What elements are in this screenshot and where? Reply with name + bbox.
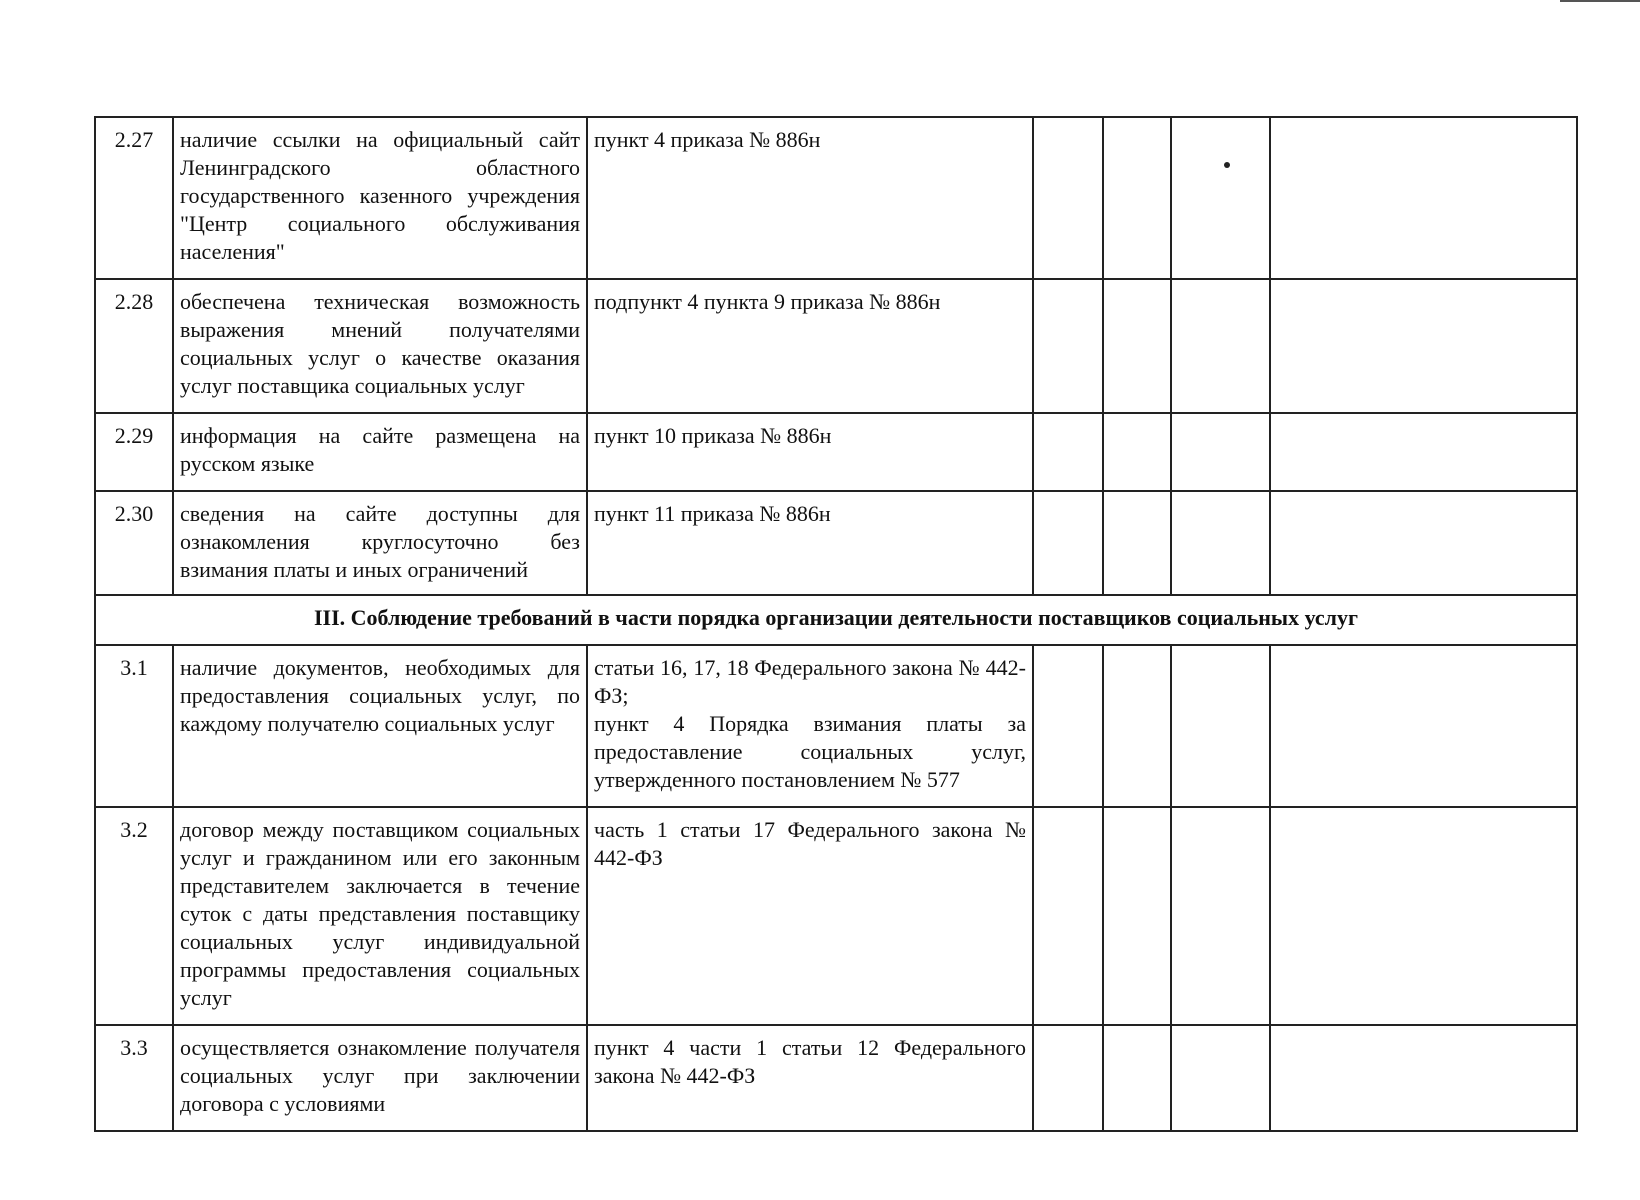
legal-reference: часть 1 статьи 17 Федерального закона № 442-ФЗ (587, 807, 1033, 1025)
mark-cell (1171, 491, 1270, 595)
legal-reference: пункт 4 приказа № 886н (587, 117, 1033, 279)
section-heading-row (95, 595, 1577, 645)
section-title: III. Соблюдение требований в части порядка организации деятельности поставщиков социальных услуг (95, 595, 1577, 645)
mark-cell (1033, 413, 1103, 491)
mark-cell (1103, 1025, 1171, 1131)
notes-cell (1270, 413, 1577, 491)
table-row (95, 645, 1577, 807)
mark-cell (1033, 645, 1103, 807)
notes-cell (1270, 807, 1577, 1025)
row-number: 2.28 (95, 279, 173, 413)
table-row (95, 1025, 1577, 1131)
mark-cell (1033, 279, 1103, 413)
table-row (95, 491, 1577, 595)
mark-cell (1103, 645, 1171, 807)
row-number: 2.30 (95, 491, 173, 595)
row-number: 2.29 (95, 413, 173, 491)
table-row (95, 279, 1577, 413)
requirement-text: осуществляется ознакомление получателя социальных услуг при заключении договора с условиями (173, 1025, 587, 1131)
mark-cell (1171, 645, 1270, 807)
notes-cell (1270, 645, 1577, 807)
table-row (95, 807, 1577, 1025)
legal-reference: пункт 11 приказа № 886н (587, 491, 1033, 595)
inspection-table (94, 116, 1578, 1132)
legal-reference: пункт 10 приказа № 886н (587, 413, 1033, 491)
legal-reference: пункт 4 части 1 статьи 12 Федерального закона № 442-ФЗ (587, 1025, 1033, 1131)
row-number: 3.3 (95, 1025, 173, 1131)
mark-cell (1171, 1025, 1270, 1131)
mark-cell (1171, 279, 1270, 413)
requirement-text: наличие ссылки на официальный сайт Ленинградского областного государственного казенного учреждения "Центр социального обслуживания населения" (173, 117, 587, 279)
legal-reference: подпункт 4 пункта 9 приказа № 886н (587, 279, 1033, 413)
mark-cell (1033, 1025, 1103, 1131)
requirement-text: обеспечена техническая возможность выражения мнений получателями социальных услуг о качестве оказания услуг поставщика социальных услуг (173, 279, 587, 413)
row-number: 3.1 (95, 645, 173, 807)
mark-cell (1103, 491, 1171, 595)
requirement-text: информация на сайте размещена на русском языке (173, 413, 587, 491)
notes-cell (1270, 1025, 1577, 1131)
table-row (95, 117, 1577, 279)
notes-cell (1270, 279, 1577, 413)
mark-cell (1171, 117, 1270, 279)
row-number: 3.2 (95, 807, 173, 1025)
mark-cell (1171, 807, 1270, 1025)
notes-cell (1270, 491, 1577, 595)
mark-cell (1033, 807, 1103, 1025)
mark-cell (1103, 279, 1171, 413)
table-row (95, 413, 1577, 491)
scan-edge-line (1560, 0, 1640, 2)
stray-mark (1224, 162, 1230, 168)
requirement-text: наличие документов, необходимых для предоставления социальных услуг, по каждому получателю социальных услуг (173, 645, 587, 807)
mark-cell (1171, 413, 1270, 491)
mark-cell (1103, 413, 1171, 491)
mark-cell (1033, 117, 1103, 279)
legal-reference (587, 645, 1033, 807)
mark-cell (1033, 491, 1103, 595)
mark-cell (1103, 807, 1171, 1025)
notes-cell (1270, 117, 1577, 279)
legal-reference-line: статьи 16, 17, 18 Федерального закона № 442-ФЗ; (594, 655, 1026, 708)
requirement-text: сведения на сайте доступны для ознакомления круглосуточно без взимания платы и иных ограничений (173, 491, 587, 595)
row-number: 2.27 (95, 117, 173, 279)
requirement-text: договор между поставщиком социальных услуг и гражданином или его законным представителем заключается в течение суток с даты представления поставщику социальных услуг индивидуальной программы предоставления социальных услуг (173, 807, 587, 1025)
mark-cell (1103, 117, 1171, 279)
legal-reference-line: пункт 4 Порядка взимания платы за предоставление социальных услуг, утвержденного постановлением № 577 (594, 711, 1026, 792)
